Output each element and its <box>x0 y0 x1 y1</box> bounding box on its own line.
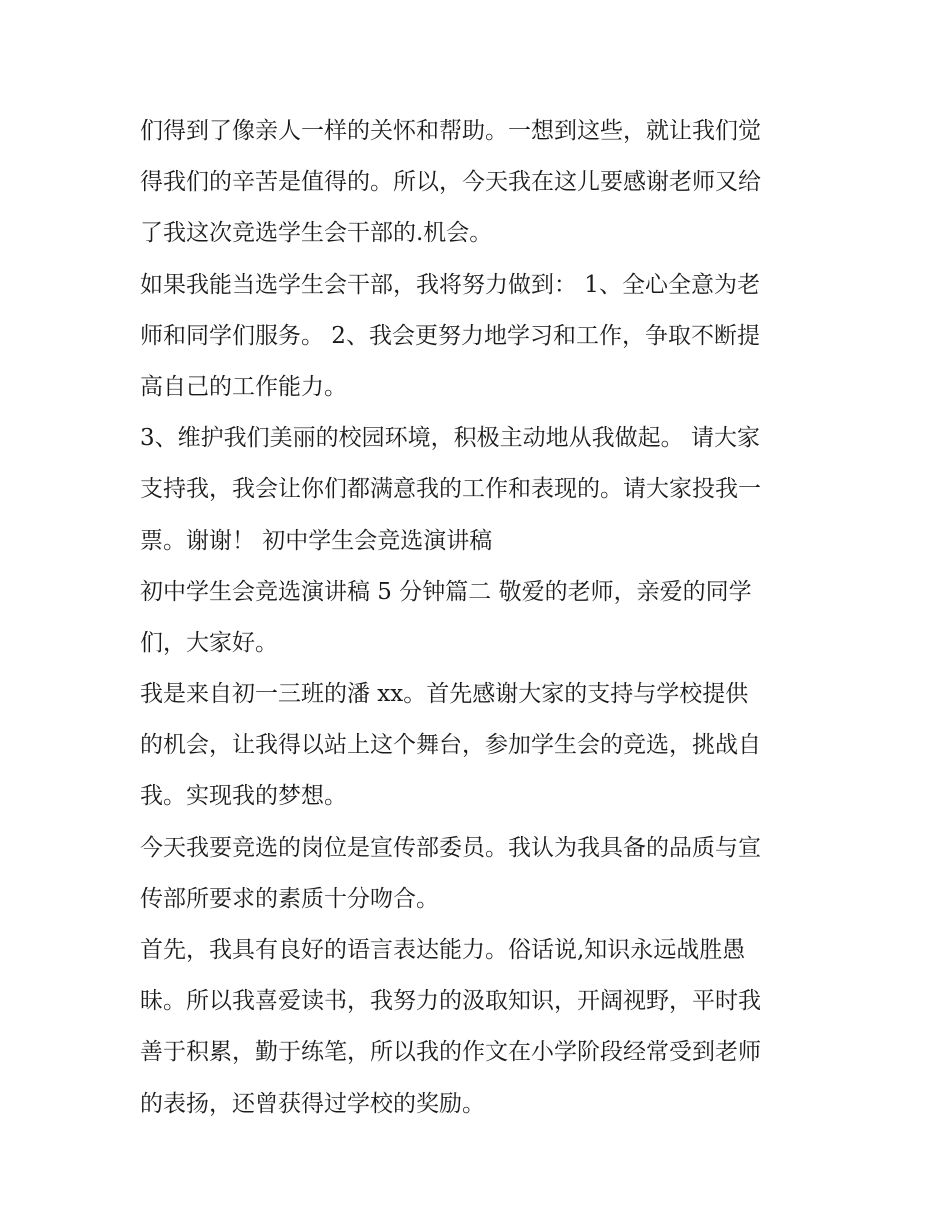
text-line: 了我这次竞选学生会干部的.机会。 <box>140 220 493 247</box>
text-line: 的机会，让我得以站上这个舞台，参加学生会的竞选，挑战自 <box>140 732 761 759</box>
text-line: 3、维护我们美丽的校园环境，积极主动地从我做起。 请大家 <box>140 425 760 452</box>
text-line: 得我们的辛苦是值得的。所以，今天我在这儿要感谢老师又给 <box>140 169 761 196</box>
text-line: 的表扬，还曾获得过学校的奖励。 <box>140 1090 485 1117</box>
text-line: 如果我能当选学生会干部，我将努力做到： 1、全心全意为老 <box>140 271 760 298</box>
text-line: 们得到了像亲人一样的关怀和帮助。一想到这些，就让我们觉 <box>140 118 761 144</box>
text-line: 首先，我具有良好的语言表达能力。俗话说,知识永远战胜愚 <box>140 937 746 963</box>
text-line: 善于积累，勤于练笔，所以我的作文在小学阶段经常受到老师 <box>140 1039 761 1066</box>
text-line: 票。谢谢！ 初中学生会竞选演讲稿 <box>140 527 493 554</box>
text-line: 们，大家好。 <box>140 629 278 656</box>
text-line: 传部所要求的素质十分吻合。 <box>140 885 439 912</box>
text-line: 今天我要竞选的岗位是宣传部委员。我认为我具备的品质与宣 <box>140 834 761 861</box>
text-line: 昧。所以我喜爱读书，我努力的汲取知识，开阔视野，平时我 <box>140 988 761 1015</box>
text-line: 高自己的工作能力。 <box>140 373 347 400</box>
text-line: 我是来自初一三班的潘 xx。首先感谢大家的支持与学校提供 <box>140 681 749 708</box>
document-body <box>140 106 820 1130</box>
text-line: 支持我，我会让你们都满意我的工作和表现的。请大家投我一 <box>140 476 761 503</box>
text-line: 初中学生会竞选演讲稿 5 分钟篇二 敬爱的老师，亲爱的同学 <box>140 578 752 605</box>
text-line: 师和同学们服务。 2、我会更努力地学习和工作，争取不断提 <box>140 322 760 349</box>
text-line: 我。实现我的梦想。 <box>140 783 347 810</box>
